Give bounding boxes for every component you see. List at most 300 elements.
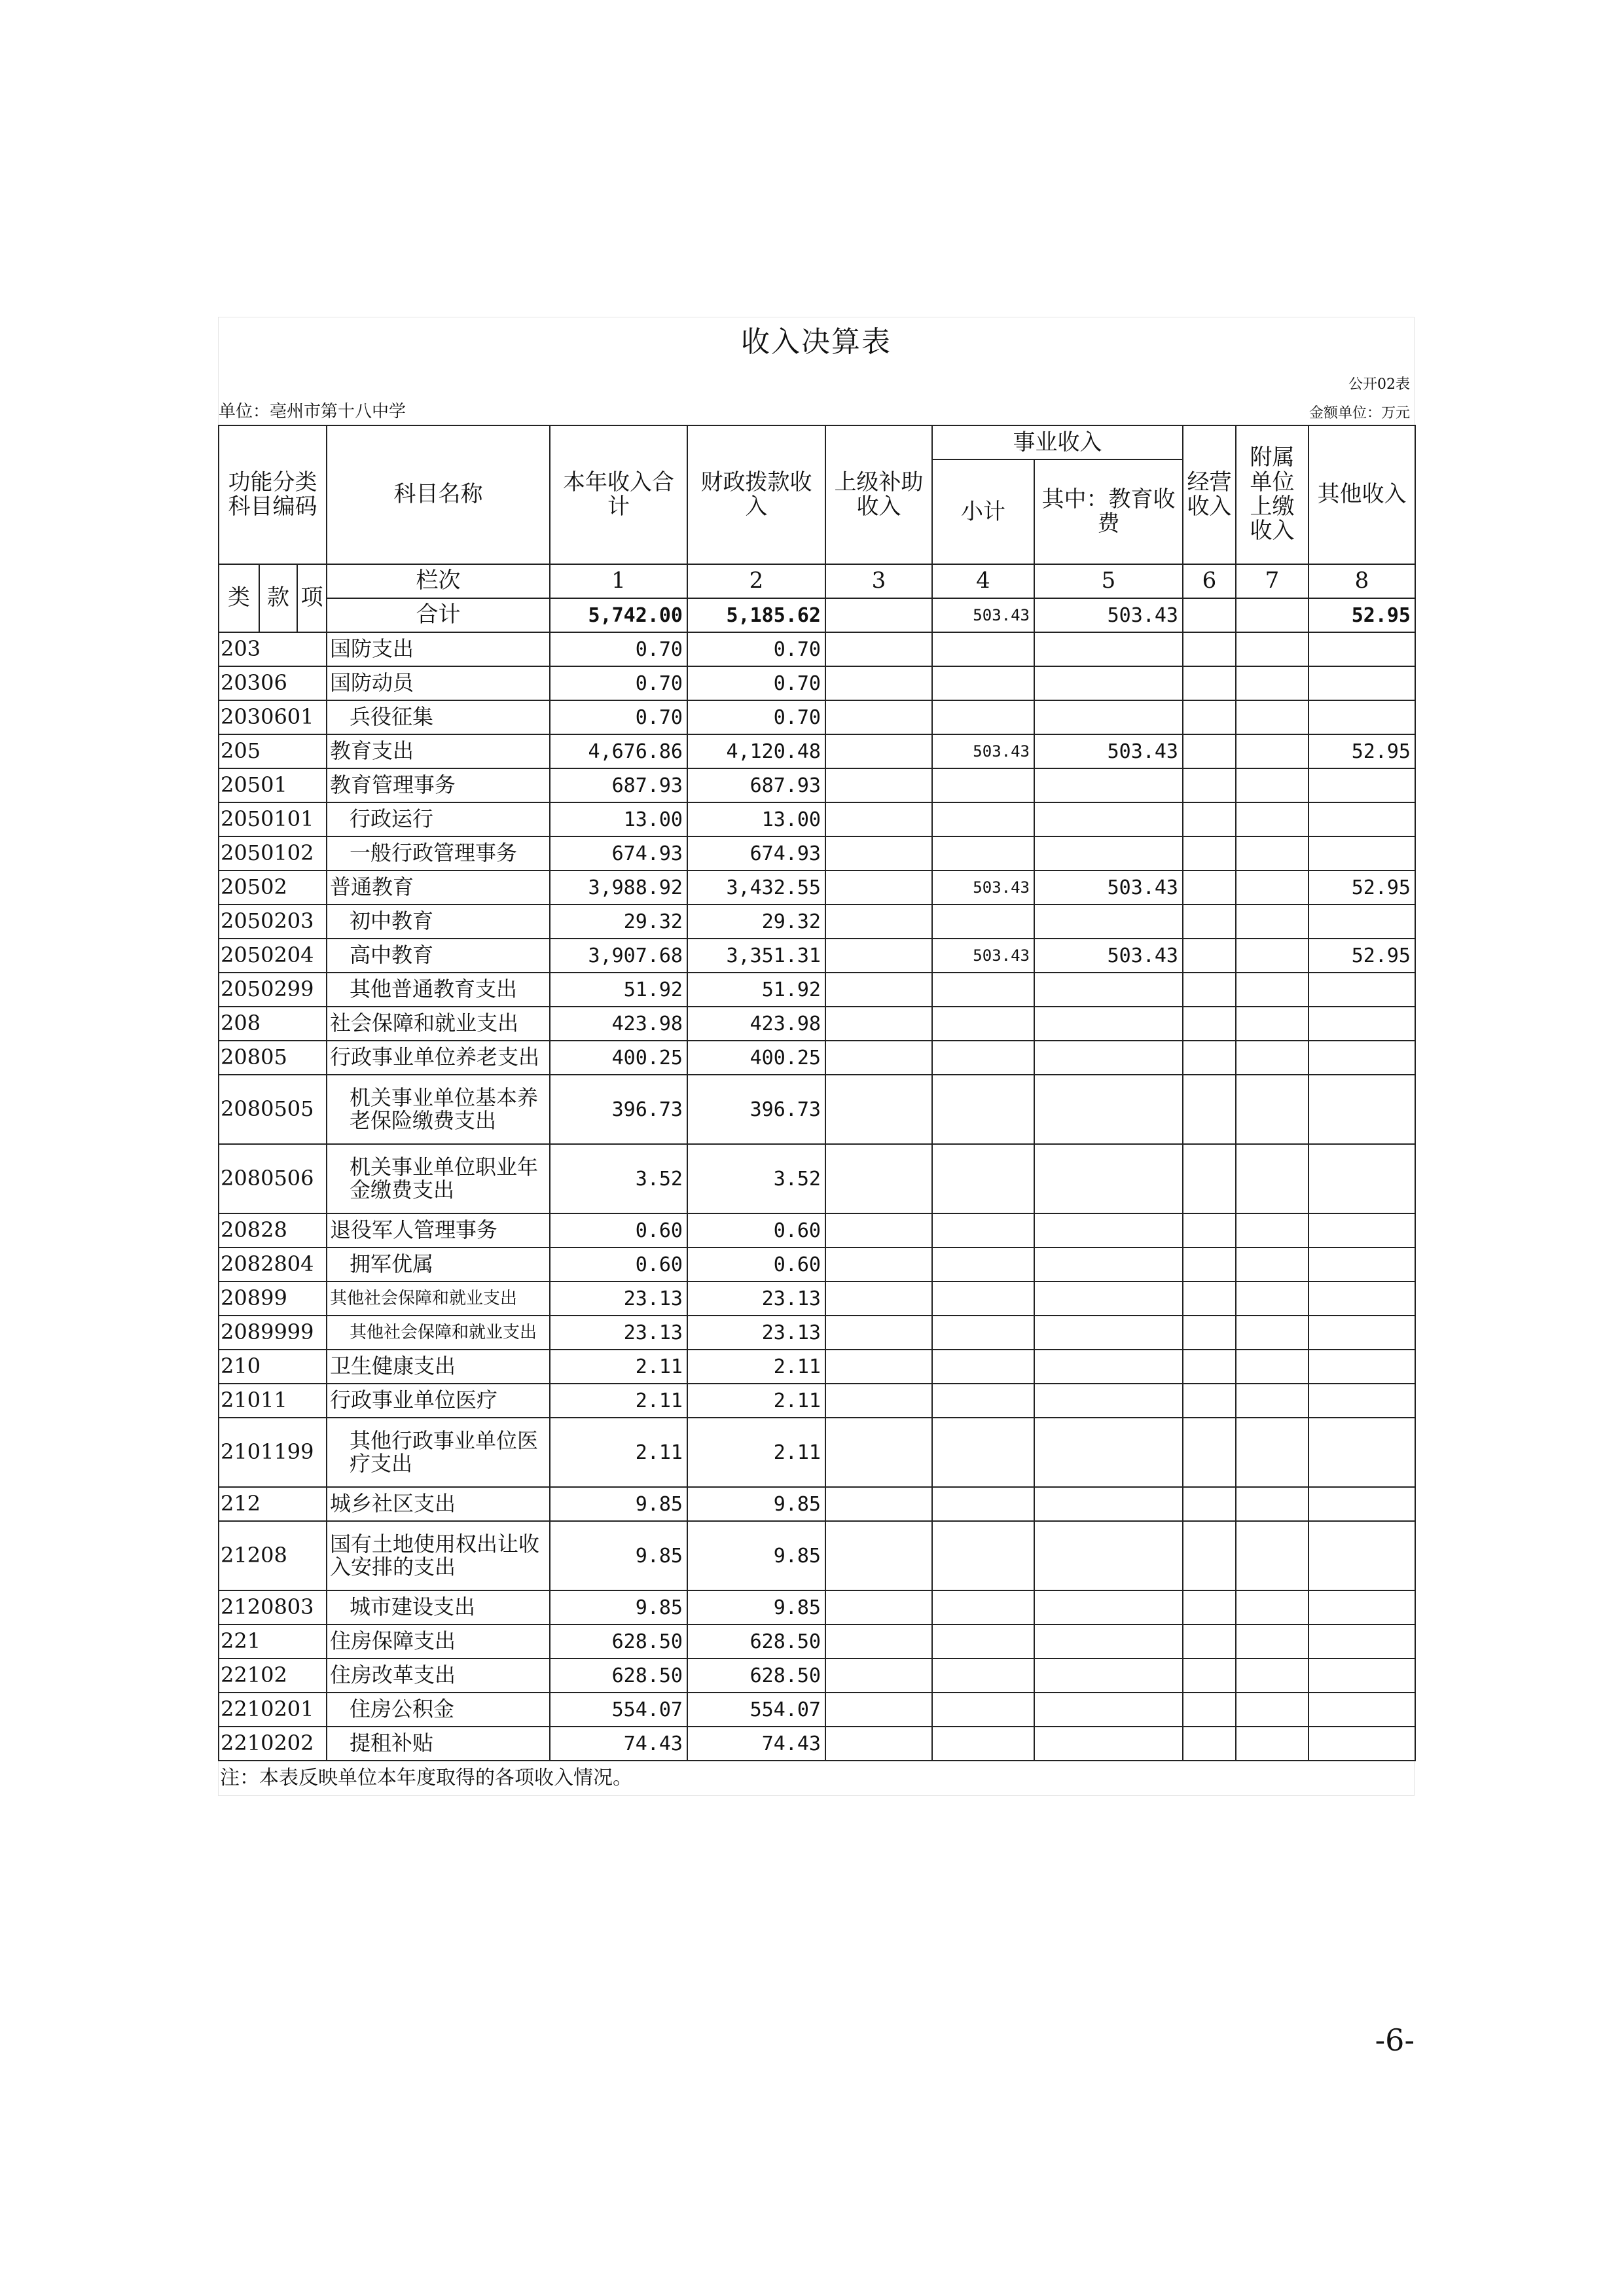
cell-affiliated [1236, 1350, 1308, 1384]
cell-fiscal: 2.11 [687, 1350, 825, 1384]
cell-name: 国防支出 [327, 632, 550, 666]
cell-total: 2.11 [550, 1384, 687, 1418]
cell-subtotal [932, 1659, 1034, 1693]
cell-subtotal: 503.43 [932, 734, 1034, 768]
cell-affiliated [1236, 802, 1308, 836]
cell-superior [825, 1624, 932, 1659]
total-superior [825, 598, 932, 632]
cell-code: 210 [219, 1350, 327, 1384]
cell-fiscal: 3,351.31 [687, 939, 825, 973]
cell-other [1308, 1144, 1415, 1213]
cell-fiscal: 687.93 [687, 768, 825, 802]
header-edu-fee: 其中：教育收费 [1034, 459, 1183, 564]
cell-total: 4,676.86 [550, 734, 687, 768]
cell-code: 20501 [219, 768, 327, 802]
cell-fiscal: 674.93 [687, 836, 825, 870]
cell-total: 396.73 [550, 1075, 687, 1144]
cell-subtotal [932, 1075, 1034, 1144]
cell-other [1308, 1247, 1415, 1282]
cell-other: 52.95 [1308, 734, 1415, 768]
cell-superior [825, 1727, 932, 1761]
table-row [219, 632, 1415, 666]
cell-code: 2120803 [219, 1590, 327, 1624]
cell-code: 20306 [219, 666, 327, 700]
cell-name: 住房保障支出 [327, 1624, 550, 1659]
cell-code: 20805 [219, 1041, 327, 1075]
cell-operating [1183, 1007, 1236, 1041]
total-row-label: 合计 [327, 598, 550, 632]
cell-name: 教育管理事务 [327, 768, 550, 802]
cell-affiliated [1236, 1282, 1308, 1316]
table-row [219, 1144, 1415, 1213]
cell-total: 13.00 [550, 802, 687, 836]
cell-subtotal [932, 1041, 1034, 1075]
cell-affiliated [1236, 1590, 1308, 1624]
cell-fiscal: 0.60 [687, 1213, 825, 1247]
cell-name: 拥军优属 [327, 1247, 550, 1282]
col-num: 1 [550, 564, 687, 598]
cell-fiscal: 0.70 [687, 632, 825, 666]
cell-code: 2050101 [219, 802, 327, 836]
cell-code: 208 [219, 1007, 327, 1041]
cell-fiscal: 9.85 [687, 1521, 825, 1590]
total-value: 5,742.00 [550, 598, 687, 632]
cell-operating [1183, 666, 1236, 700]
cell-other [1308, 1521, 1415, 1590]
cell-name: 提租补贴 [327, 1727, 550, 1761]
cell-edu-fee [1034, 1693, 1183, 1727]
cell-affiliated [1236, 1213, 1308, 1247]
total-fiscal: 5,185.62 [687, 598, 825, 632]
cell-name: 住房改革支出 [327, 1659, 550, 1693]
cell-code: 21011 [219, 1384, 327, 1418]
table-row [219, 1659, 1415, 1693]
cell-subtotal [932, 836, 1034, 870]
col-num: 8 [1308, 564, 1415, 598]
cell-affiliated [1236, 1624, 1308, 1659]
cell-total: 3.52 [550, 1144, 687, 1213]
cell-subtotal [932, 1727, 1034, 1761]
cell-total: 400.25 [550, 1041, 687, 1075]
cell-subtotal [932, 1144, 1034, 1213]
cell-name: 教育支出 [327, 734, 550, 768]
cell-subtotal [932, 700, 1034, 734]
cell-total: 29.32 [550, 905, 687, 939]
cell-subtotal [932, 1384, 1034, 1418]
cell-edu-fee [1034, 1384, 1183, 1418]
cell-code: 2050299 [219, 973, 327, 1007]
amount-unit-label: 金额单位：万元 [1308, 405, 1410, 422]
cell-operating [1183, 905, 1236, 939]
table-row [219, 905, 1415, 939]
cell-superior [825, 905, 932, 939]
cell-edu-fee [1034, 802, 1183, 836]
cell-name: 国防动员 [327, 666, 550, 700]
cell-name: 行政运行 [327, 802, 550, 836]
cell-code: 22102 [219, 1659, 327, 1693]
table-row [219, 1521, 1415, 1590]
cell-edu-fee [1034, 1418, 1183, 1487]
cell-operating [1183, 1659, 1236, 1693]
cell-affiliated [1236, 734, 1308, 768]
cell-total: 687.93 [550, 768, 687, 802]
cell-other [1308, 1213, 1415, 1247]
col-num: 4 [932, 564, 1034, 598]
cell-total: 3,988.92 [550, 870, 687, 905]
cell-affiliated [1236, 1007, 1308, 1041]
cell-fiscal: 0.60 [687, 1247, 825, 1282]
cell-affiliated [1236, 1041, 1308, 1075]
cell-name: 其他行政事业单位医疗支出 [327, 1418, 550, 1487]
cell-superior [825, 632, 932, 666]
cell-subtotal [932, 1247, 1034, 1282]
table-title: 收入决算表 [218, 317, 1415, 367]
cell-subtotal [932, 802, 1034, 836]
cell-other [1308, 973, 1415, 1007]
cell-edu-fee [1034, 1282, 1183, 1316]
cell-name: 城市建设支出 [327, 1590, 550, 1624]
cell-other [1308, 1727, 1415, 1761]
header-name: 科目名称 [327, 425, 550, 564]
table-row [219, 1007, 1415, 1041]
cell-code: 2050102 [219, 836, 327, 870]
cell-name: 机关事业单位职业年金缴费支出 [327, 1144, 550, 1213]
table-row [219, 1075, 1415, 1144]
cell-fiscal: 0.70 [687, 666, 825, 700]
table-row [219, 973, 1415, 1007]
table-row [219, 666, 1415, 700]
col-num: 3 [825, 564, 932, 598]
cell-name: 卫生健康支出 [327, 1350, 550, 1384]
cell-superior [825, 1418, 932, 1487]
cell-operating [1183, 1075, 1236, 1144]
cell-total: 423.98 [550, 1007, 687, 1041]
cell-operating [1183, 1384, 1236, 1418]
cell-subtotal [932, 1590, 1034, 1624]
table-row [219, 734, 1415, 768]
cell-superior [825, 870, 932, 905]
cell-fiscal: 400.25 [687, 1041, 825, 1075]
table-row [219, 1247, 1415, 1282]
cell-edu-fee [1034, 1144, 1183, 1213]
cell-affiliated [1236, 1727, 1308, 1761]
header-lei: 类 [219, 564, 259, 632]
cell-total: 674.93 [550, 836, 687, 870]
cell-subtotal [932, 1624, 1034, 1659]
form-number-row [218, 367, 1415, 396]
cell-operating [1183, 1316, 1236, 1350]
cell-other [1308, 1487, 1415, 1521]
cell-affiliated [1236, 973, 1308, 1007]
cell-code: 2101199 [219, 1418, 327, 1487]
table-row [219, 1213, 1415, 1247]
cell-fiscal: 9.85 [687, 1590, 825, 1624]
cell-name: 国有土地使用权出让收入安排的支出 [327, 1521, 550, 1590]
cell-superior [825, 700, 932, 734]
cell-total: 9.85 [550, 1521, 687, 1590]
cell-fiscal: 554.07 [687, 1693, 825, 1727]
income-table [218, 425, 1416, 1761]
cell-total: 23.13 [550, 1282, 687, 1316]
cell-operating [1183, 1590, 1236, 1624]
cell-operating [1183, 1727, 1236, 1761]
cell-subtotal [932, 1521, 1034, 1590]
cell-name: 其他普通教育支出 [327, 973, 550, 1007]
cell-edu-fee [1034, 1007, 1183, 1041]
cell-other [1308, 768, 1415, 802]
cell-name: 住房公积金 [327, 1693, 550, 1727]
cell-subtotal [932, 1693, 1034, 1727]
cell-operating [1183, 836, 1236, 870]
table-note: 注：本表反映单位本年度取得的各项收入情况。 [218, 1761, 1415, 1796]
cell-affiliated [1236, 1418, 1308, 1487]
header-total: 本年收入合计 [550, 425, 687, 564]
cell-total: 0.70 [550, 666, 687, 700]
cell-subtotal [932, 666, 1034, 700]
col-num: 7 [1236, 564, 1308, 598]
cell-fiscal: 4,120.48 [687, 734, 825, 768]
cell-fiscal: 29.32 [687, 905, 825, 939]
cell-fiscal: 23.13 [687, 1282, 825, 1316]
cell-superior [825, 1075, 932, 1144]
cell-total: 628.50 [550, 1624, 687, 1659]
cell-code: 2082804 [219, 1247, 327, 1282]
cell-edu-fee [1034, 1350, 1183, 1384]
cell-total: 2.11 [550, 1350, 687, 1384]
cell-name: 一般行政管理事务 [327, 836, 550, 870]
cell-name: 其他社会保障和就业支出 [327, 1282, 550, 1316]
cell-total: 9.85 [550, 1487, 687, 1521]
cell-edu-fee [1034, 1624, 1183, 1659]
cell-affiliated [1236, 1316, 1308, 1350]
cell-edu-fee: 503.43 [1034, 734, 1183, 768]
cell-edu-fee [1034, 1590, 1183, 1624]
cell-operating [1183, 1418, 1236, 1487]
header-business: 事业收入 [932, 425, 1183, 459]
cell-affiliated [1236, 1384, 1308, 1418]
cell-superior [825, 734, 932, 768]
cell-affiliated [1236, 905, 1308, 939]
cell-subtotal [932, 1282, 1034, 1316]
table-row [219, 836, 1415, 870]
cell-code: 2030601 [219, 700, 327, 734]
cell-fiscal: 628.50 [687, 1624, 825, 1659]
cell-fiscal: 628.50 [687, 1659, 825, 1693]
cell-code: 2080505 [219, 1075, 327, 1144]
cell-operating [1183, 802, 1236, 836]
cell-subtotal [932, 905, 1034, 939]
cell-superior [825, 1350, 932, 1384]
cell-total: 51.92 [550, 973, 687, 1007]
cell-fiscal: 0.70 [687, 700, 825, 734]
header-subtotal: 小计 [932, 459, 1034, 564]
cell-operating [1183, 1282, 1236, 1316]
cell-superior [825, 939, 932, 973]
table-row [219, 1487, 1415, 1521]
cell-other [1308, 1418, 1415, 1487]
cell-superior [825, 973, 932, 1007]
table-row [219, 1418, 1415, 1487]
cell-other [1308, 1590, 1415, 1624]
cell-name: 城乡社区支出 [327, 1487, 550, 1521]
cell-total: 0.60 [550, 1247, 687, 1282]
cell-total: 2.11 [550, 1418, 687, 1487]
cell-superior [825, 836, 932, 870]
cell-edu-fee [1034, 1487, 1183, 1521]
cell-name: 兵役征集 [327, 700, 550, 734]
cell-operating [1183, 870, 1236, 905]
cell-fiscal: 51.92 [687, 973, 825, 1007]
cell-total: 9.85 [550, 1590, 687, 1624]
cell-other [1308, 700, 1415, 734]
cell-subtotal [932, 1213, 1034, 1247]
cell-total: 554.07 [550, 1693, 687, 1727]
cell-superior [825, 1007, 932, 1041]
cell-edu-fee [1034, 905, 1183, 939]
table-row [219, 1624, 1415, 1659]
cell-total: 628.50 [550, 1659, 687, 1693]
total-subtotal: 503.43 [932, 598, 1034, 632]
header-code: 功能分类科目编码 [219, 425, 327, 564]
table-row [219, 1590, 1415, 1624]
cell-operating [1183, 939, 1236, 973]
cell-code: 221 [219, 1624, 327, 1659]
cell-edu-fee [1034, 1213, 1183, 1247]
cell-other [1308, 836, 1415, 870]
cell-superior [825, 1659, 932, 1693]
cell-subtotal [932, 1418, 1034, 1487]
table-row [219, 1041, 1415, 1075]
col-num: 5 [1034, 564, 1183, 598]
cell-affiliated [1236, 870, 1308, 905]
cell-code: 2080506 [219, 1144, 327, 1213]
cell-superior [825, 802, 932, 836]
cell-operating [1183, 734, 1236, 768]
cell-operating [1183, 768, 1236, 802]
cell-edu-fee [1034, 1041, 1183, 1075]
cell-fiscal: 23.13 [687, 1316, 825, 1350]
cell-affiliated [1236, 768, 1308, 802]
cell-superior [825, 1590, 932, 1624]
header-xiang: 项 [297, 564, 327, 632]
cell-superior [825, 1144, 932, 1213]
cell-superior [825, 1247, 932, 1282]
header-other: 其他收入 [1308, 425, 1415, 564]
cell-subtotal: 503.43 [932, 939, 1034, 973]
table-row [219, 939, 1415, 973]
cell-affiliated [1236, 1693, 1308, 1727]
cell-edu-fee: 503.43 [1034, 939, 1183, 973]
cell-subtotal [932, 632, 1034, 666]
cell-operating [1183, 1213, 1236, 1247]
cell-operating [1183, 1624, 1236, 1659]
cell-edu-fee [1034, 1247, 1183, 1282]
cell-subtotal [932, 973, 1034, 1007]
cell-fiscal: 396.73 [687, 1075, 825, 1144]
cell-other [1308, 632, 1415, 666]
cell-superior [825, 1521, 932, 1590]
cell-subtotal [932, 1350, 1034, 1384]
table-row [219, 1727, 1415, 1761]
table-row [219, 1384, 1415, 1418]
cell-other [1308, 1075, 1415, 1144]
cell-code: 20899 [219, 1282, 327, 1316]
cell-other: 52.95 [1308, 870, 1415, 905]
cell-operating [1183, 1693, 1236, 1727]
cell-code: 2089999 [219, 1316, 327, 1350]
income-statement-sheet [218, 317, 1415, 1796]
cell-superior [825, 1282, 932, 1316]
col-num: 6 [1183, 564, 1236, 598]
cell-affiliated [1236, 1247, 1308, 1282]
cell-edu-fee [1034, 1316, 1183, 1350]
cell-operating [1183, 1041, 1236, 1075]
cell-affiliated [1236, 666, 1308, 700]
form-number: 公开02表 [1348, 376, 1410, 393]
cell-affiliated [1236, 1659, 1308, 1693]
cell-superior [825, 1213, 932, 1247]
cell-subtotal: 503.43 [932, 870, 1034, 905]
cell-fiscal: 9.85 [687, 1487, 825, 1521]
cell-other [1308, 1316, 1415, 1350]
cell-name: 行政事业单位养老支出 [327, 1041, 550, 1075]
table-row [219, 1282, 1415, 1316]
cell-affiliated [1236, 1144, 1308, 1213]
table-row [219, 700, 1415, 734]
total-other: 52.95 [1308, 598, 1415, 632]
total-edu-fee: 503.43 [1034, 598, 1183, 632]
total-affiliated [1236, 598, 1308, 632]
cell-name: 普通教育 [327, 870, 550, 905]
cell-other [1308, 905, 1415, 939]
cell-code: 2050203 [219, 905, 327, 939]
cell-name: 行政事业单位医疗 [327, 1384, 550, 1418]
cell-name: 高中教育 [327, 939, 550, 973]
cell-subtotal [932, 1487, 1034, 1521]
cell-affiliated [1236, 1075, 1308, 1144]
cell-fiscal: 2.11 [687, 1384, 825, 1418]
cell-subtotal [932, 1007, 1034, 1041]
cell-affiliated [1236, 1521, 1308, 1590]
cell-edu-fee: 503.43 [1034, 870, 1183, 905]
header-superior: 上级补助收入 [825, 425, 932, 564]
table-row [219, 1350, 1415, 1384]
cell-other [1308, 1282, 1415, 1316]
cell-operating [1183, 1144, 1236, 1213]
cell-affiliated [1236, 939, 1308, 973]
cell-affiliated [1236, 836, 1308, 870]
header-lanci: 栏次 [327, 564, 550, 598]
cell-name: 社会保障和就业支出 [327, 1007, 550, 1041]
table-row [219, 1316, 1415, 1350]
cell-superior [825, 1487, 932, 1521]
cell-fiscal: 74.43 [687, 1727, 825, 1761]
cell-fiscal: 3,432.55 [687, 870, 825, 905]
cell-other [1308, 666, 1415, 700]
cell-edu-fee [1034, 973, 1183, 1007]
cell-edu-fee [1034, 1727, 1183, 1761]
cell-other [1308, 1350, 1415, 1384]
cell-fiscal: 423.98 [687, 1007, 825, 1041]
cell-superior [825, 1316, 932, 1350]
cell-other [1308, 1384, 1415, 1418]
cell-edu-fee [1034, 632, 1183, 666]
cell-other [1308, 1041, 1415, 1075]
cell-code: 21208 [219, 1521, 327, 1590]
cell-other [1308, 802, 1415, 836]
cell-name: 其他社会保障和就业支出 [327, 1316, 550, 1350]
cell-edu-fee [1034, 1075, 1183, 1144]
